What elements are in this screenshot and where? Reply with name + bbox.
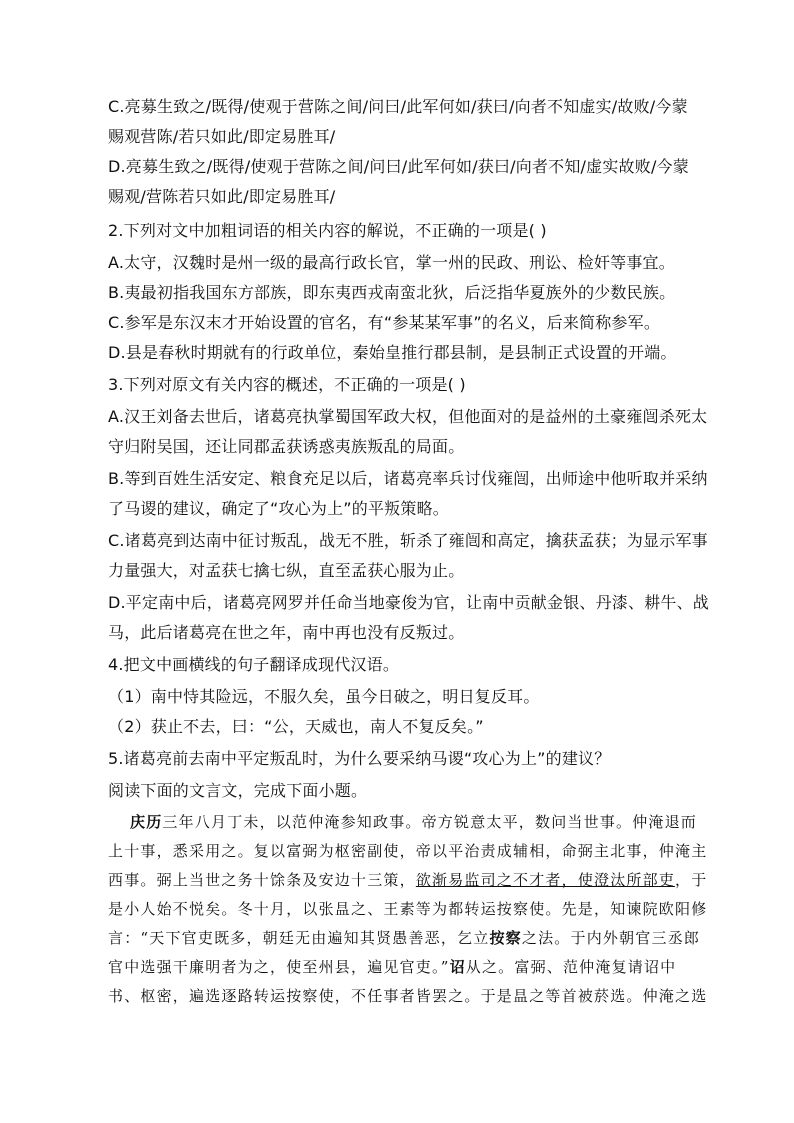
q2-option-a: A.太守，汉魏时是州一级的最高行政长官，掌一州的民政、刑讼、检奸等事宜。 <box>108 253 675 272</box>
passage-line-6: 官中选强干廉明者为之，使至州县，遍见官吏。”诏从之。富弼、范仲淹复请诏中 <box>108 958 677 976</box>
option-d-line-1: D.亮募生致之/既得/使观于营陈之间/问曰/此军何如/获曰/向者不知/虚实故败/今蒙 <box>108 157 689 176</box>
q3-option-a-line-1: A.汉王刘备去世后，诸葛亮执掌蜀国军政大权，但他面对的是益州的土豪雍闿杀死太 <box>108 407 708 426</box>
underlined-sentence: 欲渐易监司之不才者，使澄汰所部吏 <box>415 871 676 889</box>
option-c-line-2: 赐观营陈/若只如此/即定易胜耳/ <box>108 127 336 146</box>
question-5: 5.诸葛亮前去南中平定叛乱时，为什么要采纳马谡“攻心为上”的建议？ <box>108 749 611 768</box>
question-2: 2.下列对文中加粗词语的相关内容的解说，不正确的一项是( ) <box>108 221 547 240</box>
q3-option-a-line-2: 守归附吴国，还让同郡孟获诱惑夷族叛乱的局面。 <box>108 437 465 456</box>
q2-option-b: B.夷最初指我国东方部族，即东夷西戎南蛮北狄，后泛指华夏族外的少数民族。 <box>108 283 676 302</box>
q4-sentence-1: （1）南中恃其险远，不服久矣，虽今日破之，明日复反耳。 <box>108 687 540 706</box>
bold-term-qingli: 庆历 <box>130 813 163 831</box>
q2-option-d: D.县是春秋时期就有的行政单位，秦始皇推行郡县制，是县制正式设置的开端。 <box>108 343 677 362</box>
question-3: 3.下列对原文有关内容的概述，不正确的一项是( ) <box>108 375 466 394</box>
passage-line-4: 是小人始不悦矣。冬十月，以张昷之、王素等为都转运按察使。先是，知谏院欧阳修 <box>108 900 708 918</box>
passage-line-3: 西事。弼上当世之务十馀条及安边十三策，欲渐易监司之不才者，使澄汰所部吏，于 <box>108 871 708 889</box>
passage-line-1: 庆历三年八月丁未，以范仲淹参知政事。帝方锐意太平，数问当世事。仲淹退而 <box>130 813 698 831</box>
q3-option-c-line-2: 力量强大，对孟获七擒七纵，直至孟获心服为止。 <box>108 561 465 580</box>
question-4: 4.把文中画横线的句子翻译成现代汉语。 <box>108 655 400 674</box>
passage-line-2: 上十事，悉采用之。复以富弼为枢密副使，帝以平治责成辅相，命弼主北事，仲淹主 <box>108 842 708 860</box>
bold-term-ancha: 按察 <box>489 929 522 947</box>
q3-option-d-line-2: 马，此后诸葛亮在世之年，南中再也没有反叛过。 <box>108 623 465 642</box>
option-c-line-1: C.亮募生致之/既得/使观于营陈之间/问曰/此军何如/获曰/向者不知虚实/故败/今蒙 <box>108 97 688 116</box>
q4-sentence-2: （2）获止不去，曰：“公，天威也，南人不复反矣。” <box>108 717 484 736</box>
bold-term-zhao: 诏 <box>449 958 466 976</box>
reading-instruction: 阅读下面的文言文，完成下面小题。 <box>108 781 368 800</box>
q3-option-b-line-2: 了马谡的建议，确定了“攻心为上”的平叛策略。 <box>108 499 449 518</box>
q2-option-c: C.参军是东汉末才开始设置的官名，有“参某某军事”的名义，后来简称参军。 <box>108 313 661 332</box>
q3-option-b-line-1: B.等到百姓生活安定、粮食充足以后，诸葛亮率兵讨伐雍闿，出师途中他听取并采纳 <box>108 469 708 488</box>
option-d-line-2: 赐观/营陈若只如此/即定易胜耳/ <box>108 187 336 206</box>
q3-option-c-line-1: C.诸葛亮到达南中征讨叛乱，战无不胜，斩杀了雍闿和高定，擒获孟获；为显示军事 <box>108 531 708 550</box>
passage-line-7: 书、枢密，遍选逐路转运按察使，不任事者皆罢之。于是昷之等首被菸选。仲淹之选 <box>108 987 708 1005</box>
q3-option-d-line-1: D.平定南中后，诸葛亮网罗并任命当地豪俊为官，让南中贡献金银、丹漆、耕牛、战 <box>108 593 710 612</box>
passage-line-5: 言：“天下官吏既多，朝廷无由遍知其贤愚善恶，乞立按察之法。于内外朝官三丞郎 <box>108 929 701 947</box>
